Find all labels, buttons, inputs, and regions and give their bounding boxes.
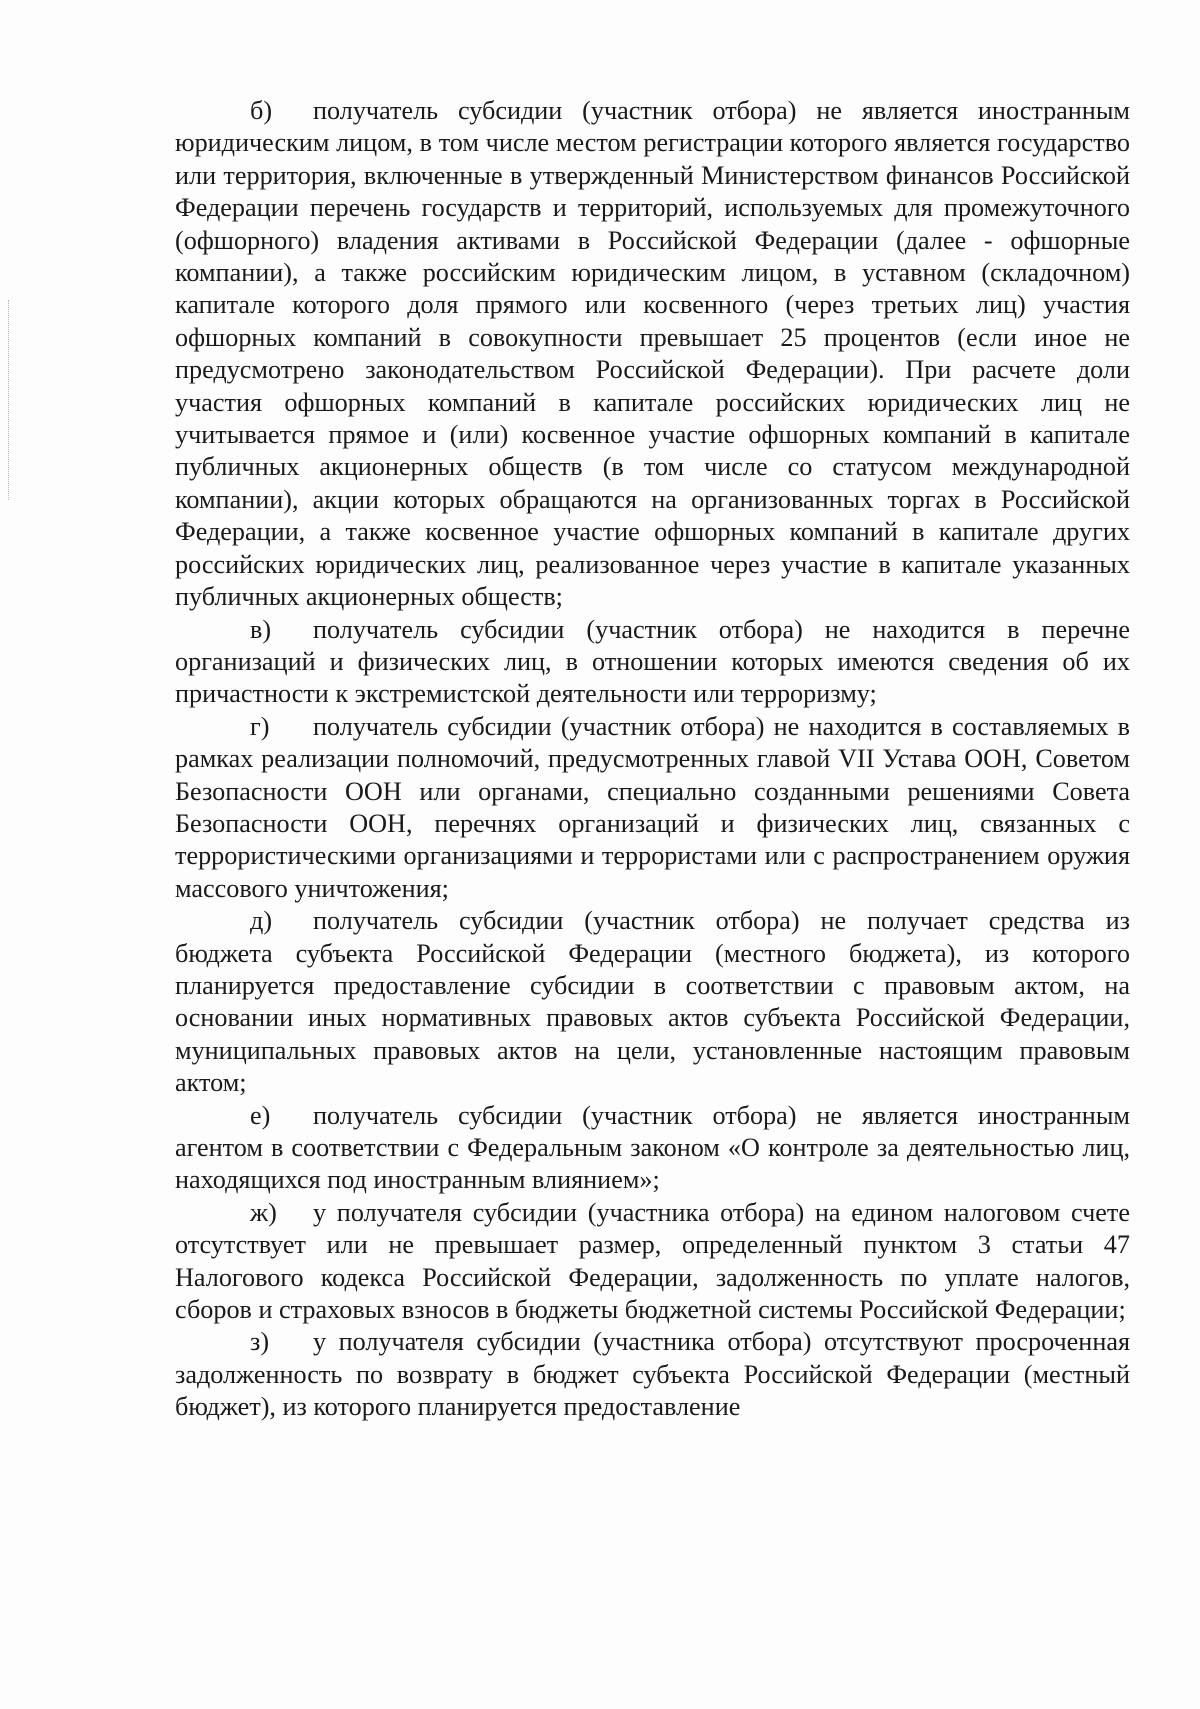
paragraph-text: получатель субсидии (участник отбора) не находится в перечне организаций и физических лиц, в отношении которых имеются сведения об их причастности к экстремистской деятельности или терроризму; <box>175 614 1130 709</box>
paragraph-marker: в) <box>250 614 272 644</box>
paragraph-v <box>175 614 1130 711</box>
paragraph-z <box>175 1326 1130 1423</box>
paragraph-e <box>175 1100 1130 1197</box>
document-body <box>175 95 1130 1424</box>
paragraph-b <box>175 95 1130 614</box>
paragraph-text: у получателя субсидии (участника отбора) отсутствуют просроченная задолженность по возврату в бюджет субъекта Российской Федерации (местный бюджет), из которого планируется предоставление <box>175 1327 1130 1422</box>
paragraph-text: получатель субсидии (участник отбора) не находится в составляемых в рамках реализации полномочий, предусмотренных главой VII Устава ООН, Советом Безопасности ООН или органами, специально созданными решениями Совета Безопасности ООН, перечнях организаций и физических лиц, связанных с террористическими организациями и террористами или с распространением оружия массового уничтожения; <box>175 711 1130 903</box>
paragraph-text: у получателя субсидии (участника отбора) на едином налоговом счете отсутствует или не превышает размер, определенный пунктом 3 статьи 47 Налогового кодекса Российской Федерации, задолженность по уплате налогов, сборов и страховых взносов в бюджеты бюджетной системы Российской Федерации; <box>175 1197 1130 1325</box>
paragraph-marker: е) <box>250 1100 271 1130</box>
paragraph-text: получатель субсидии (участник отбора) не получает средства из бюджета субъекта Российской Федерации (местного бюджета), из которого планируется предоставление субсидии в соответствии с правовым актом, на основании иных нормативных правовых актов субъекта Российской Федерации, муниципальных правовых актов на цели, установленные настоящим правовым актом; <box>175 906 1130 1098</box>
scan-edge-mark <box>8 300 10 500</box>
paragraph-marker: г) <box>250 711 270 741</box>
paragraph-text: получатель субсидии (участник отбора) не является иностранным юридическим лицом, в том числе местом регистрации которого является государство или территория, включенные в утвержденный Министерством финансов Российской Федерации перечень государств и территорий, используемых для промежуточного (офшорного) владения активами в Российской Федерации (далее - офшорные компании), а также российским юридическим лицом, в уставном (складочном) капитале которого доля прямого или косвенного (через третьих лиц) участия офшорных компаний в совокупности превышает 25 процентов (если иное не предусмотрено законодательством Российской Федерации). При расчете доли участия офшорных компаний в капитале российских юридических лиц не учитывается прямое и (или) косвенное участие офшорных компаний в капитале публичных акционерных обществ (в том числе со статусом международной компании), акции которых обращаются на организованных торгах в Российской Федерации, а также косвенное участие офшорных компаний в капитале других российских юридических лиц, реализованное через участие в капитале указанных публичных акционерных обществ; <box>175 96 1130 612</box>
paragraph-zh <box>175 1197 1130 1327</box>
paragraph-g <box>175 711 1130 905</box>
paragraph-d <box>175 905 1130 1099</box>
paragraph-marker: з) <box>250 1327 270 1357</box>
paragraph-marker: б) <box>250 96 273 125</box>
paragraph-marker: ж) <box>250 1197 277 1227</box>
paragraph-marker: д) <box>250 906 273 936</box>
paragraph-text: получатель субсидии (участник отбора) не является иностранным агентом в соответствии с Федеральным законом «О контроле за деятельностью лиц, находящихся под иностранным влиянием»; <box>175 1100 1130 1195</box>
